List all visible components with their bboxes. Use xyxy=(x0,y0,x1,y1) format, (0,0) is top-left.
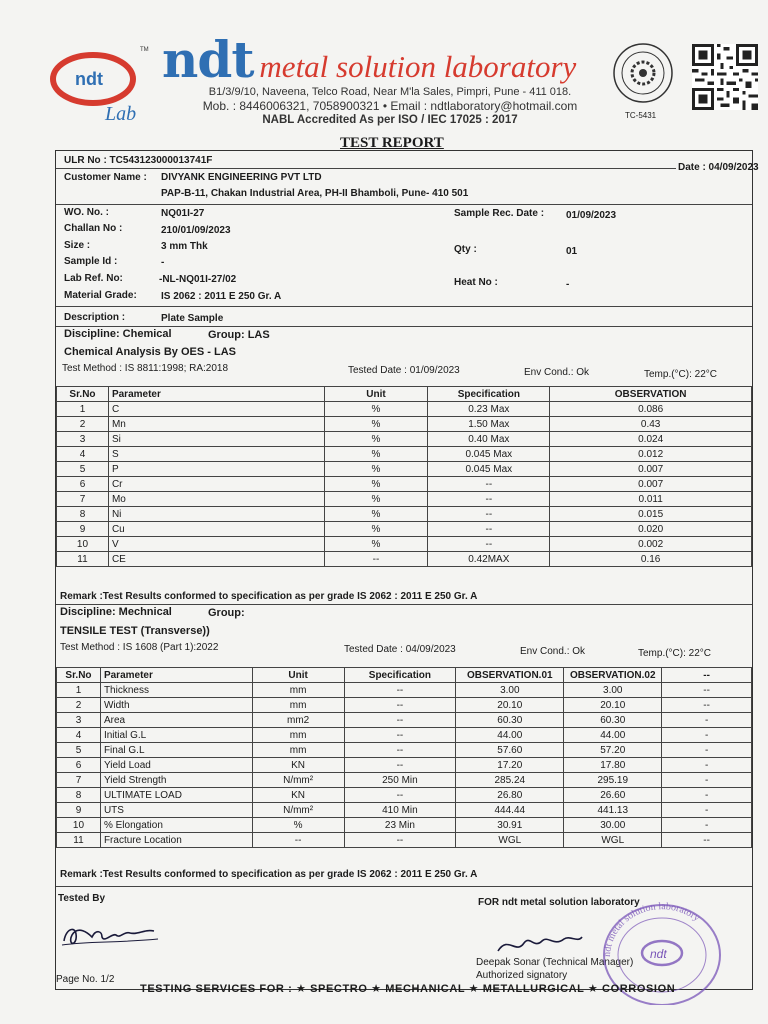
table-cell: -- xyxy=(428,477,550,492)
table-cell: 57.60 xyxy=(456,743,564,758)
table-row xyxy=(57,758,752,773)
table-cell: N/mm² xyxy=(252,773,344,788)
customer-name: DIVYANK ENGINEERING PVT LTD xyxy=(161,172,322,183)
table-row xyxy=(57,803,752,818)
wo-label: WO. No. : xyxy=(64,207,109,218)
tester-signature xyxy=(58,913,168,953)
table-cell: 44.00 xyxy=(456,728,564,743)
mechanical-header-row xyxy=(57,668,752,683)
table-cell: 4 xyxy=(57,447,109,462)
table-cell: 17.80 xyxy=(564,758,662,773)
mechanical-tested-date: Tested Date : 04/09/2023 xyxy=(344,644,456,655)
testing-services-footer: TESTING SERVICES FOR : ★ SPECTRO ★ MECHANICAL ★ METALLURGICAL ★ CORROSION xyxy=(140,983,676,995)
table-cell: -- xyxy=(344,728,456,743)
report-title: TEST REPORT xyxy=(340,135,444,151)
wo-value: NQ01I-27 xyxy=(161,208,205,219)
table-cell: Si xyxy=(108,432,324,447)
table-cell: 30.91 xyxy=(456,818,564,833)
size-label: Size : xyxy=(64,240,91,251)
table-cell: % xyxy=(324,432,428,447)
table-cell: -- xyxy=(662,833,752,848)
mechanical-remark: Remark :Test Results conformed to specification as per grade IS 2062 : 2011 E 250 Gr. A xyxy=(60,869,478,880)
table-cell: % xyxy=(252,818,344,833)
divider xyxy=(56,326,752,327)
mechanical-env: Env Cond.: Ok xyxy=(520,646,586,657)
table-cell: 10 xyxy=(57,537,109,552)
table-cell: UTS xyxy=(100,803,252,818)
report-sheet xyxy=(55,150,759,990)
table-cell: % xyxy=(324,447,428,462)
column-header: Unit xyxy=(324,387,428,402)
table-cell: 20.10 xyxy=(564,698,662,713)
table-row xyxy=(57,447,752,462)
table-cell: -- xyxy=(324,552,428,567)
table-cell: 0.42MAX xyxy=(428,552,550,567)
tested-by-label: Tested By xyxy=(58,893,106,904)
table-cell: 441.13 xyxy=(564,803,662,818)
table-cell: -- xyxy=(344,788,456,803)
table-cell: 7 xyxy=(57,492,109,507)
table-row xyxy=(57,402,752,417)
column-header: Sr.No xyxy=(57,387,109,402)
chemical-header-row xyxy=(57,387,752,402)
table-cell: N/mm² xyxy=(252,803,344,818)
table-cell: Initial G.L xyxy=(100,728,252,743)
table-cell: 285.24 xyxy=(456,773,564,788)
table-cell: KN xyxy=(252,788,344,803)
table-cell: 0.012 xyxy=(550,447,752,462)
sample-rec-value: 01/09/2023 xyxy=(566,210,617,221)
table-cell: Width xyxy=(100,698,252,713)
column-header: Parameter xyxy=(100,668,252,683)
table-cell: % Elongation xyxy=(100,818,252,833)
table-cell: 3 xyxy=(57,432,109,447)
mechanical-method: Test Method : IS 1608 (Part 1):2022 xyxy=(60,642,219,653)
table-cell: C xyxy=(108,402,324,417)
table-cell: 3.00 xyxy=(456,683,564,698)
table-row xyxy=(57,522,752,537)
table-cell: Cr xyxy=(108,477,324,492)
table-cell: Mo xyxy=(108,492,324,507)
table-cell: WGL xyxy=(456,833,564,848)
table-cell: 26.80 xyxy=(456,788,564,803)
nabl-seal-icon xyxy=(612,42,674,104)
chemical-method: Test Method : IS 8811:1998; RA:2018 xyxy=(62,363,229,374)
table-cell: -- xyxy=(428,507,550,522)
table-cell: -- xyxy=(428,522,550,537)
grade-label: Material Grade: xyxy=(64,290,137,301)
table-row xyxy=(57,492,752,507)
sample-id-label: Sample Id : xyxy=(64,256,118,267)
table-cell: - xyxy=(662,713,752,728)
table-cell: 23 Min xyxy=(344,818,456,833)
column-header: -- xyxy=(662,668,752,683)
table-cell: - xyxy=(662,803,752,818)
table-cell: 3 xyxy=(57,713,101,728)
table-cell: Mn xyxy=(108,417,324,432)
table-cell: -- xyxy=(662,683,752,698)
table-cell: - xyxy=(662,818,752,833)
chemical-env: Env Cond.: Ok xyxy=(524,367,590,378)
table-row xyxy=(57,432,752,447)
table-cell: 0.40 Max xyxy=(428,432,550,447)
table-cell: 295.19 xyxy=(564,773,662,788)
divider xyxy=(56,604,752,605)
table-cell: 0.015 xyxy=(550,507,752,522)
table-row xyxy=(57,683,752,698)
chemical-tested-date: Tested Date : 01/09/2023 xyxy=(348,365,460,376)
table-cell: KN xyxy=(252,758,344,773)
table-cell: 0.16 xyxy=(550,552,752,567)
table-cell: 57.20 xyxy=(564,743,662,758)
table-cell: - xyxy=(662,788,752,803)
qty-value: 01 xyxy=(566,246,578,257)
column-header: OBSERVATION.02 xyxy=(564,668,662,683)
table-cell: Thickness xyxy=(100,683,252,698)
table-cell: mm xyxy=(252,728,344,743)
table-cell: 410 Min xyxy=(344,803,456,818)
table-cell: Cu xyxy=(108,522,324,537)
table-cell: 0.23 Max xyxy=(428,402,550,417)
brand-title xyxy=(162,30,576,89)
table-cell: % xyxy=(324,537,428,552)
table-cell: 11 xyxy=(57,552,109,567)
lab-ref-value: -NL-NQ01I-27/02 xyxy=(159,274,237,285)
mechanical-group: Group: xyxy=(208,607,245,619)
size-value: 3 mm Thk xyxy=(161,241,208,252)
table-cell: -- xyxy=(344,698,456,713)
chemical-analysis: Chemical Analysis By OES - LAS xyxy=(64,346,236,358)
table-row xyxy=(57,773,752,788)
column-header: OBSERVATION.01 xyxy=(456,668,564,683)
column-header: Specification xyxy=(428,387,550,402)
table-row xyxy=(57,833,752,848)
table-cell: -- xyxy=(252,833,344,848)
table-cell: 7 xyxy=(57,773,101,788)
table-row xyxy=(57,507,752,522)
table-row xyxy=(57,743,752,758)
table-cell: % xyxy=(324,522,428,537)
signatory-name: Deepak Sonar (Technical Manager) xyxy=(476,957,634,968)
table-row xyxy=(57,462,752,477)
table-cell: 5 xyxy=(57,743,101,758)
table-row xyxy=(57,537,752,552)
heat-value: - xyxy=(566,279,570,290)
chemical-remark: Remark :Test Results conformed to specification as per grade IS 2062 : 2011 E 250 Gr. A xyxy=(60,591,478,602)
table-cell: Fracture Location xyxy=(100,833,252,848)
logo-text-top: ndt xyxy=(75,69,103,89)
divider xyxy=(56,306,752,307)
tensile-results-table xyxy=(56,667,752,848)
table-cell: 0.045 Max xyxy=(428,447,550,462)
chemical-discipline: Discipline: Chemical xyxy=(64,328,172,340)
table-row xyxy=(57,477,752,492)
table-cell: -- xyxy=(428,492,550,507)
table-cell: 3.00 xyxy=(564,683,662,698)
lab-contact: Mob. : 8446006321, 7058900321 • Email : ndtlaboratory@hotmail.com xyxy=(202,99,578,113)
stamp-text: ndt metal solution laboratory xyxy=(601,901,702,958)
table-cell: mm xyxy=(252,683,344,698)
mechanical-temp: Temp.(°C): 22°C xyxy=(638,648,712,659)
table-cell: 9 xyxy=(57,803,101,818)
table-cell: 9 xyxy=(57,522,109,537)
table-cell: -- xyxy=(344,833,456,848)
table-cell: 60.30 xyxy=(456,713,564,728)
table-cell: - xyxy=(662,728,752,743)
heat-label: Heat No : xyxy=(454,277,498,288)
table-cell: % xyxy=(324,507,428,522)
table-cell: - xyxy=(662,743,752,758)
column-header: Specification xyxy=(344,668,456,683)
table-cell: 30.00 xyxy=(564,818,662,833)
table-cell: 2 xyxy=(57,698,101,713)
column-header: OBSERVATION xyxy=(550,387,752,402)
table-row xyxy=(57,417,752,432)
sample-rec-label: Sample Rec. Date : xyxy=(454,208,545,219)
table-cell: 5 xyxy=(57,462,109,477)
grade-value: IS 2062 : 2011 E 250 Gr. A xyxy=(161,291,282,302)
table-cell: 250 Min xyxy=(344,773,456,788)
table-row xyxy=(57,552,752,567)
nabl-accreditation: NABL Accredited As per ISO / IEC 17025 : 2017 xyxy=(262,114,518,126)
tensile-test-title: TENSILE TEST (Transverse)) xyxy=(60,625,210,637)
chemical-group: Group: LAS xyxy=(208,329,270,341)
description-label: Description : xyxy=(64,312,126,323)
table-row xyxy=(57,728,752,743)
table-cell: 0.007 xyxy=(550,477,752,492)
mechanical-discipline: Discipline: Mechnical xyxy=(60,606,172,618)
table-cell: 0.045 Max xyxy=(428,462,550,477)
table-cell: -- xyxy=(428,537,550,552)
lab-address-block xyxy=(180,85,600,127)
table-cell: 17.20 xyxy=(456,758,564,773)
table-cell: 0.024 xyxy=(550,432,752,447)
report-date: Date : 04/09/2023 xyxy=(678,162,759,173)
table-cell: 26.60 xyxy=(564,788,662,803)
signatory-role: Authorized signatory xyxy=(476,970,568,981)
tc-number: TC-5431 xyxy=(625,111,657,120)
table-cell: 1 xyxy=(57,402,109,417)
divider xyxy=(56,886,752,887)
table-cell: 0.002 xyxy=(550,537,752,552)
table-cell: 1 xyxy=(57,683,101,698)
table-cell: 4 xyxy=(57,728,101,743)
table-cell: 6 xyxy=(57,758,101,773)
ulr-number: ULR No : TC543123000013741F xyxy=(64,155,213,166)
table-cell: mm2 xyxy=(252,713,344,728)
divider xyxy=(56,168,676,169)
chemical-results-table xyxy=(56,386,752,567)
table-cell: 444.44 xyxy=(456,803,564,818)
ndt-lab-logo xyxy=(45,45,155,125)
table-row xyxy=(57,788,752,803)
customer-label: Customer Name : xyxy=(64,172,147,183)
table-cell: 0.086 xyxy=(550,402,752,417)
table-cell: 8 xyxy=(57,788,101,803)
table-cell: - xyxy=(662,758,752,773)
table-row xyxy=(57,713,752,728)
challan-label: Challan No : xyxy=(64,223,123,234)
table-cell: S xyxy=(108,447,324,462)
chemical-temp: Temp.(°C): 22°C xyxy=(644,369,718,380)
challan-value: 210/01/09/2023 xyxy=(161,225,231,236)
description-value: Plate Sample xyxy=(161,313,224,324)
table-cell: 11 xyxy=(57,833,101,848)
logo-text-bottom: Lab xyxy=(105,103,137,125)
table-cell: - xyxy=(662,773,752,788)
table-cell: 2 xyxy=(57,417,109,432)
column-header: Unit xyxy=(252,668,344,683)
table-cell: 0.007 xyxy=(550,462,752,477)
qty-label: Qty : xyxy=(454,244,477,255)
table-cell: 10 xyxy=(57,818,101,833)
table-row xyxy=(57,698,752,713)
table-cell: 60.30 xyxy=(564,713,662,728)
table-cell: % xyxy=(324,462,428,477)
table-cell: 1.50 Max xyxy=(428,417,550,432)
table-cell: WGL xyxy=(564,833,662,848)
table-cell: Final G.L xyxy=(100,743,252,758)
table-cell: % xyxy=(324,417,428,432)
table-cell: 8 xyxy=(57,507,109,522)
table-cell: CE xyxy=(108,552,324,567)
table-cell: % xyxy=(324,402,428,417)
column-header: Sr.No xyxy=(57,668,101,683)
divider xyxy=(56,204,752,205)
table-cell: 44.00 xyxy=(564,728,662,743)
column-header: Parameter xyxy=(108,387,324,402)
table-cell: mm xyxy=(252,698,344,713)
page-number: Page No. 1/2 xyxy=(56,974,115,985)
table-cell: Yield Load xyxy=(100,758,252,773)
table-cell: Yield Strength xyxy=(100,773,252,788)
table-cell: -- xyxy=(662,698,752,713)
table-cell: P xyxy=(108,462,324,477)
lab-address: B1/3/9/10, Naveena, Telco Road, Near M'la Sales, Pimpri, Pune - 411 018. xyxy=(208,86,572,98)
table-cell: -- xyxy=(344,713,456,728)
brand-ndt: ndt xyxy=(162,30,254,89)
for-lab-label: FOR ndt metal solution laboratory xyxy=(478,897,640,908)
table-cell: 0.011 xyxy=(550,492,752,507)
table-cell: 20.10 xyxy=(456,698,564,713)
qr-code-icon xyxy=(692,44,758,110)
table-row xyxy=(57,818,752,833)
sample-id-value: - xyxy=(161,257,165,268)
table-cell: -- xyxy=(344,683,456,698)
customer-address: PAP-B-11, Chakan Industrial Area, PH-II Bhamboli, Pune- 410 501 xyxy=(161,188,469,199)
stamp-center: ndt xyxy=(650,947,667,961)
table-cell: 6 xyxy=(57,477,109,492)
table-cell: -- xyxy=(344,758,456,773)
table-cell: Area xyxy=(100,713,252,728)
table-cell: 0.43 xyxy=(550,417,752,432)
table-cell: mm xyxy=(252,743,344,758)
table-cell: -- xyxy=(344,743,456,758)
logo-tm: TM xyxy=(140,47,149,53)
lab-ref-label: Lab Ref. No: xyxy=(64,273,123,284)
signatory-signature xyxy=(494,929,584,959)
table-cell: V xyxy=(108,537,324,552)
table-cell: ULTIMATE LOAD xyxy=(100,788,252,803)
table-cell: % xyxy=(324,492,428,507)
table-cell: Ni xyxy=(108,507,324,522)
brand-name: metal solution laboratory xyxy=(259,49,577,84)
table-cell: 0.020 xyxy=(550,522,752,537)
table-cell: % xyxy=(324,477,428,492)
